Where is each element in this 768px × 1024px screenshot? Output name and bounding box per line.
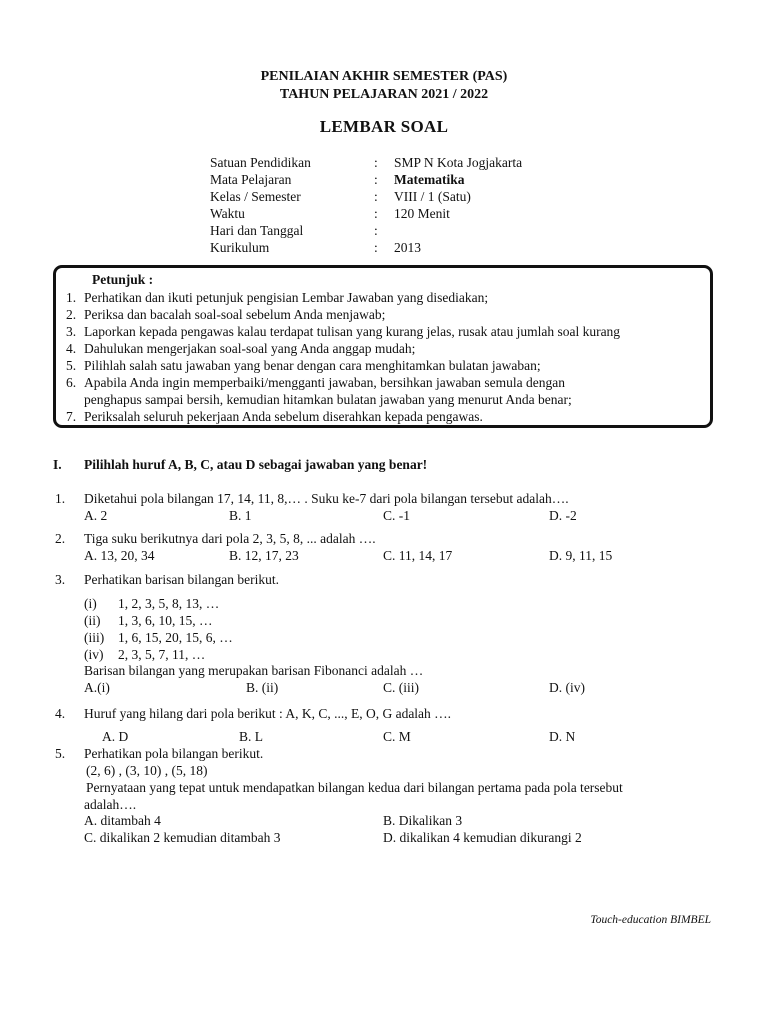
question-text: Tiga suku berikutnya dari pola 2, 3, 5, 8, ... adalah …. [84,531,376,546]
instruction-text: Periksa dan bacalah soal-soal sebelum Anda menjawab; [84,307,386,322]
question-text: Perhatikan barisan bilangan berikut. [84,572,279,587]
info-colon: : [374,240,378,255]
info-label: Mata Pelajaran [210,172,292,187]
info-label: Hari dan Tanggal [210,223,304,238]
info-label: Satuan Pendidikan [210,155,311,170]
info-value-curriculum: 2013 [394,240,421,255]
question-number: 4. [55,706,66,721]
info-label: Kelas / Semester [210,189,301,204]
option-b[interactable]: B. (ii) [246,680,279,695]
instruction-text: Laporkan kepada pengawas kalau terdapat tulisan yang kurang jelas, rusak atau jumlah soal kurang [84,324,621,339]
sequence-values: 1, 6, 15, 20, 15, 6, … [118,630,233,645]
question-prompt: Pernyataan yang tepat untuk mendapatkan bilangan kedua dari bilangan pertama pada pola tersebut [86,780,623,795]
option-d[interactable]: D. (iv) [549,680,585,695]
instruction-text: Dahulukan mengerjakan soal-soal yang Anda anggap mudah; [84,341,416,356]
info-colon: : [374,206,378,221]
instruction-number: 1. [66,290,77,305]
option-d[interactable]: D. dikalikan 4 kemudian dikurangi 2 [383,830,582,845]
question-number: 2. [55,531,66,546]
academic-year: TAHUN PELAJARAN 2021 / 2022 [279,87,489,102]
sequence-label: (i) [84,596,97,611]
section-instruction: Pilihlah huruf A, B, C, atau D sebagai jawaban yang benar! [84,457,428,472]
sequence-label: (iv) [84,647,104,662]
sequence-label: (iii) [84,630,105,645]
option-c[interactable]: C. M [383,729,411,744]
option-a[interactable]: A. 13, 20, 34 [84,548,155,563]
option-a[interactable]: A. 2 [84,508,108,523]
sheet-title: LEMBAR SOAL [319,117,449,136]
question-number: 5. [55,746,66,761]
instruction-number: 3. [66,324,77,339]
instruction-number: 4. [66,341,77,356]
option-b[interactable]: B. 1 [229,508,252,523]
footer-credit: Touch-education BIMBEL [590,914,711,926]
option-d[interactable]: D. -2 [549,508,577,523]
question-number: 3. [55,572,66,587]
question-text: Huruf yang hilang dari pola berikut : A, K, C, ..., E, O, G adalah …. [84,706,452,721]
instruction-text: Apabila Anda ingin memperbaiki/mengganti jawaban, bersihkan jawaban semula dengan [84,375,565,390]
sequence-values: 1, 2, 3, 5, 8, 13, … [118,596,220,611]
info-colon: : [374,172,378,187]
option-d[interactable]: D. 9, 11, 15 [549,548,613,563]
option-c[interactable]: C. 11, 14, 17 [383,548,453,563]
option-a[interactable]: A. D [102,729,129,744]
instruction-text: Periksalah seluruh pekerjaan Anda sebelum diserahkan kepada pengawas. [84,409,483,424]
option-b[interactable]: B. Dikalikan 3 [383,813,463,828]
info-value-school: SMP N Kota Jogjakarta [394,155,523,170]
info-value-class: VIII / 1 (Satu) [394,189,471,204]
option-c[interactable]: C. (iii) [383,680,419,695]
info-value-subject: Matematika [394,172,465,187]
instruction-number: 7. [66,409,77,424]
option-b[interactable]: B. 12, 17, 23 [229,548,299,563]
instruction-text: Pilihlah salah satu jawaban yang benar dengan cara menghitamkan bulatan jawaban; [84,358,541,373]
option-c[interactable]: C. dikalikan 2 kemudian ditambah 3 [84,830,281,845]
option-d[interactable]: D. N [549,729,576,744]
instruction-text: Perhatikan dan ikuti petunjuk pengisian Lembar Jawaban yang disediakan; [84,290,489,305]
info-colon: : [374,223,378,238]
number-pairs: (2, 6) , (3, 10) , (5, 18) [86,763,208,778]
sequence-label: (ii) [84,613,101,628]
option-c[interactable]: C. -1 [383,508,410,523]
info-label: Waktu [210,206,245,221]
question-prompt: Barisan bilangan yang merupakan barisan Fibonanci adalah … [84,663,424,678]
question-number: 1. [55,491,66,506]
section-number: I. [53,457,62,472]
instruction-text: penghapus sampai bersih, kemudian hitamkan bulatan jawaban yang menurut Anda benar; [84,392,572,407]
instruction-number: 6. [66,375,77,390]
option-a[interactable]: A. ditambah 4 [84,813,161,828]
option-b[interactable]: B. L [239,729,264,744]
info-label: Kurikulum [210,240,270,255]
question-text: Diketahui pola bilangan 17, 14, 11, 8,… . Suku ke-7 dari pola bilangan tersebut adalah…. [84,491,569,506]
instruction-number: 2. [66,307,77,322]
instruction-number: 5. [66,358,77,373]
info-colon: : [374,189,378,204]
question-text: Perhatikan pola bilangan berikut. [84,746,264,761]
question-prompt: adalah…. [84,797,137,812]
exam-title: PENILAIAN AKHIR SEMESTER (PAS) [260,69,508,84]
info-colon: : [374,155,378,170]
sequence-values: 1, 3, 6, 10, 15, … [118,613,213,628]
instructions-title: Petunjuk : [92,272,154,287]
option-a[interactable]: A.(i) [84,680,110,695]
sequence-values: 2, 3, 5, 7, 11, … [118,647,206,662]
info-value-time: 120 Menit [394,206,450,221]
